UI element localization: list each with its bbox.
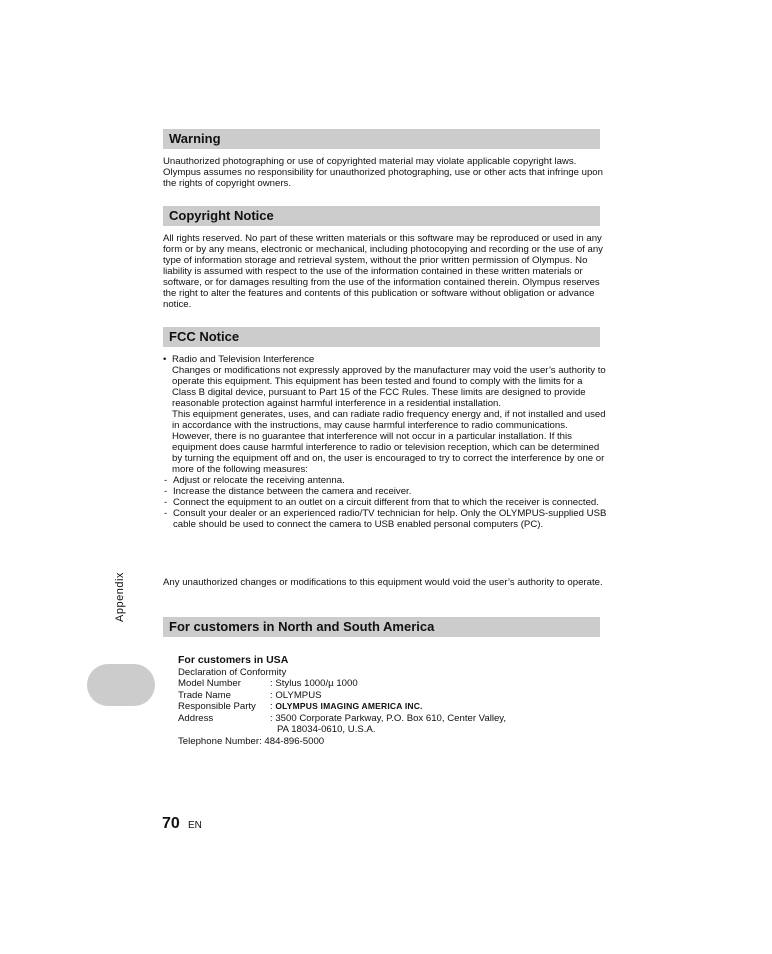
fcc-para-1: Changes or modifications not expressly approved by the manufacturer may void the user’s authority to operate this equipment. This equipment has been tested and found to comply with the limits for a Class B digital device, pursuant to Part 15 of the FCC Rules. These limits are designed to provide reasonable protection against harmful interference in a residential installation. [172, 365, 606, 409]
usa-heading: For customers in USA [178, 654, 289, 666]
bullet-marker: • [163, 354, 167, 365]
model-row: Model Number : Stylus 1000/µ 1000 [178, 678, 358, 689]
copyright-title: Copyright Notice [169, 208, 274, 223]
party-row: Responsible Party : OLYMPUS IMAGING AMERICA INC. [178, 701, 423, 712]
list-item: - Adjust or relocate the receiving antenna. [164, 475, 345, 486]
fcc-bullet [163, 354, 609, 475]
fcc-measures [163, 475, 609, 530]
address-row: Address : 3500 Corporate Parkway, P.O. Box 610, Center Valley, [178, 712, 507, 724]
declaration-text: Declaration of Conformity [178, 666, 287, 678]
fcc-closing: Any unauthorized changes or modifications to this equipment would void the user’s authority to operate. [163, 577, 603, 588]
warning-text: Unauthorized photographing or use of copyrighted material may violate applicable copyright laws. Olympus assumes no responsibility for unauthorized photographing, use or other acts that infringe upon the rights of copyright owners. [163, 156, 603, 189]
warning-title: Warning [169, 131, 221, 146]
warning-heading [163, 129, 600, 149]
copyright-text: All rights reserved. No part of these written materials or this software may be reproduced or used in any form or by any means, electronic or mechanical, including photocopying and recording or the use of any type of information storage and retrieval system, without the prior written permission of Olympus. No liability is assumed with respect to the use of the information contained in these written materials or software, or for damages resulting from the use of the information contained therein. Olympus reserves the right to alter the features and contents of this publication or software without obligation or advance notice. [163, 233, 603, 310]
copyright-heading [163, 206, 600, 226]
usa-conformity-block [178, 654, 507, 747]
list-item: - Connect the equipment to an outlet on a circuit different from that to which the receiver is connected. [164, 497, 599, 508]
appendix-side-label: Appendix [114, 572, 126, 622]
page-number: 70 [162, 815, 180, 832]
fcc-heading [163, 327, 600, 347]
section-tab-marker [87, 664, 155, 706]
list-item: - Increase the distance between the camera and receiver. [164, 486, 412, 497]
americas-title: For customers in North and South America [169, 619, 435, 634]
fcc-body [163, 354, 609, 530]
list-item: - Consult your dealer or an experienced radio/TV technician for help. Only the OLYMPUS-supplied USB cable should be used to connect the camera to USB enabled personal computers (PC). [164, 508, 607, 530]
olympus-america-logo: OLYMPUS IMAGING AMERICA INC. [275, 701, 423, 711]
address-row-2: PA 18034-0610, U.S.A. [277, 724, 376, 735]
fcc-title: FCC Notice [169, 329, 240, 344]
fcc-para-3: However, there is no guarantee that interference will not occur in a particular installation. If this equipment does cause harmful interference to radio or television reception, which can be determined by turning the equipment off and on, the user is encouraged to try to correct the interference by one or more of the following measures: [172, 431, 605, 475]
telephone-row: Telephone Number: 484-896-5000 [178, 735, 325, 747]
page-language: EN [188, 820, 202, 831]
americas-heading [163, 617, 600, 637]
fcc-bullet-heading: Radio and Television Interference [172, 354, 315, 365]
trade-row: Trade Name : OLYMPUS [178, 689, 322, 701]
fcc-para-2: This equipment generates, uses, and can radiate radio frequency energy and, if not installed and used in accordance with the instructions, may cause harmful interference to radio communications. [172, 409, 606, 431]
